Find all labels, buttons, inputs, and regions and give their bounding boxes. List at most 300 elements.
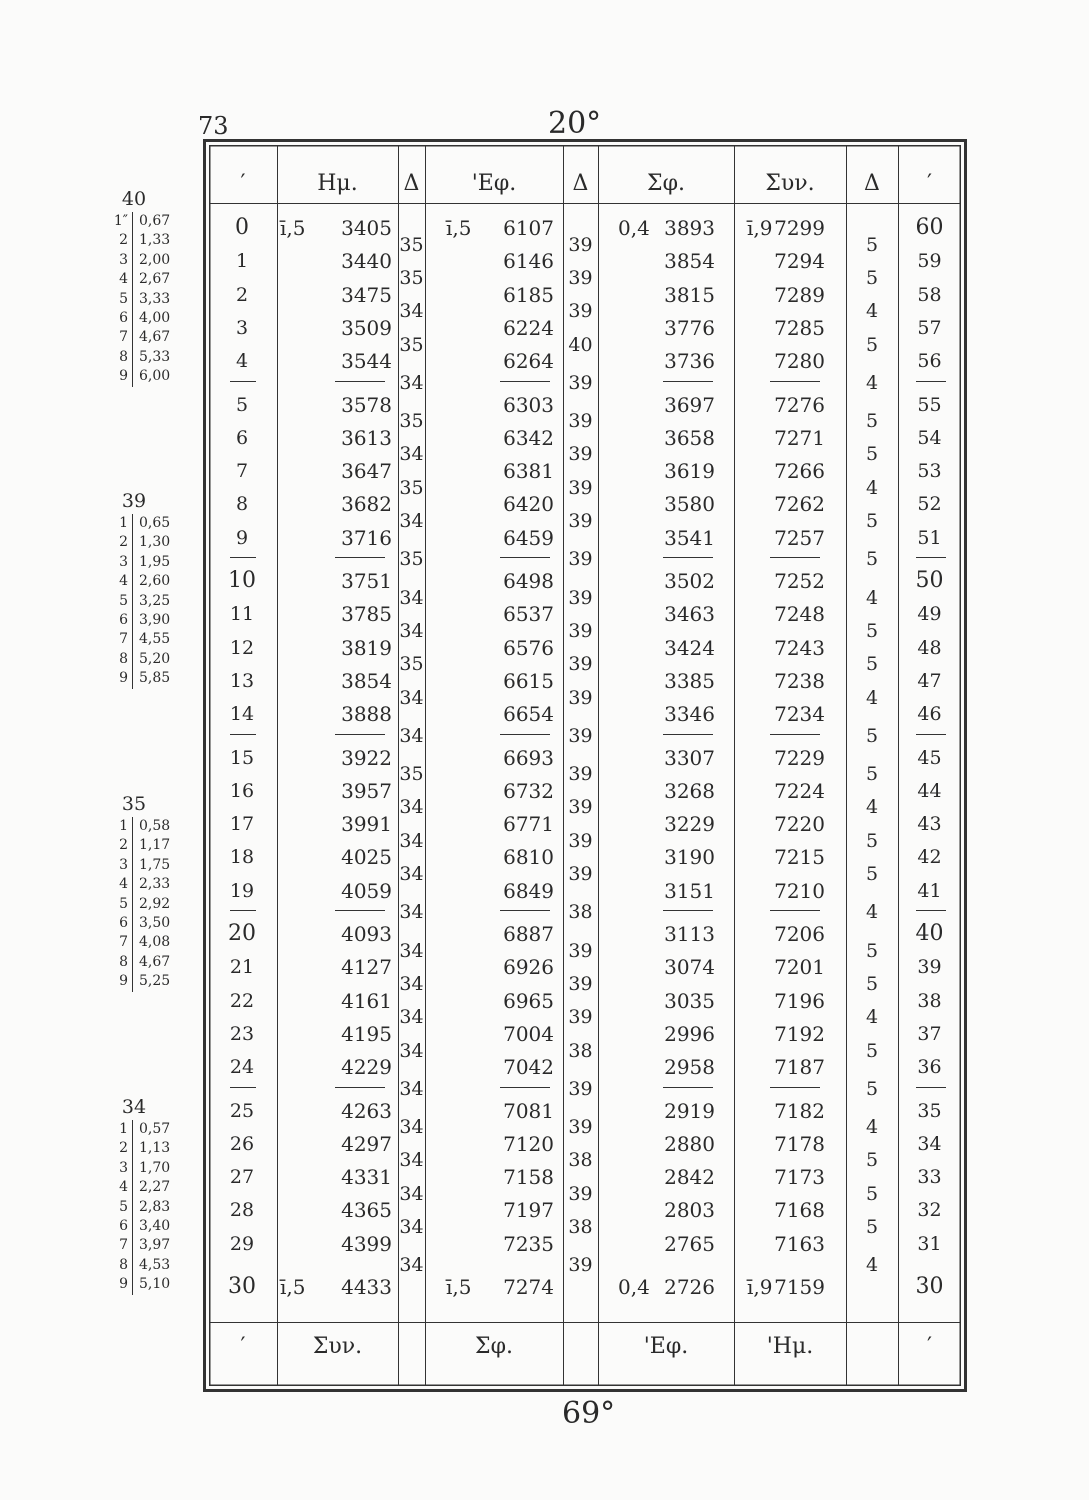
row-cot: 3385 <box>664 668 715 693</box>
row-sin: 4433 <box>341 1275 392 1299</box>
prefix-cot: 0,4 <box>618 216 650 240</box>
prop-value: 2,27 <box>132 1178 170 1197</box>
prop-seconds: 7 <box>119 631 128 648</box>
group-rule <box>230 910 256 911</box>
delta-cos: 4 <box>865 1116 879 1139</box>
footer-tan: Σφ. <box>475 1334 513 1359</box>
row-tan: 6810 <box>503 845 554 870</box>
row-cos: 7266 <box>774 459 825 484</box>
row-minute: 7 <box>235 460 249 483</box>
prop-value: 1,30 <box>132 533 170 552</box>
delta-tan: 39 <box>568 586 593 609</box>
row-right-minute: 58 <box>917 283 942 306</box>
prop-row <box>86 1139 196 1158</box>
row-sin: 3440 <box>341 249 392 274</box>
delta-tan: 39 <box>568 548 593 571</box>
row-sin: 3647 <box>341 459 392 484</box>
prop-value: 2,67 <box>132 270 170 289</box>
row-cos: 7285 <box>774 315 825 340</box>
row-cos: 7210 <box>774 878 825 903</box>
delta-sin: 34 <box>399 724 424 747</box>
row-cot: 3893 <box>664 216 715 240</box>
row-cos: 7168 <box>774 1198 825 1223</box>
delta-tan: 39 <box>568 476 593 499</box>
delta-sin: 34 <box>399 510 424 533</box>
group-rule <box>500 734 550 735</box>
row-sin: 4399 <box>341 1231 392 1256</box>
row-minute: 25 <box>229 1099 255 1122</box>
row-cos: 7229 <box>774 745 825 770</box>
row-minute: 11 <box>229 603 255 626</box>
row-sin: 3854 <box>341 668 392 693</box>
row-tan: 6185 <box>503 282 554 307</box>
header-rmin: ′ <box>927 171 932 196</box>
row-sin: 3819 <box>341 635 392 660</box>
row-tan: 6732 <box>503 778 554 803</box>
prop-row <box>86 592 196 611</box>
row-cos: 7280 <box>774 349 825 374</box>
delta-cos: 5 <box>865 829 879 852</box>
row-right-minute: 57 <box>917 316 942 339</box>
prop-row <box>86 856 196 875</box>
delta-tan: 39 <box>568 653 593 676</box>
row-minute: 26 <box>229 1132 255 1155</box>
prop-row <box>86 875 196 894</box>
row-cot: 3151 <box>664 878 715 903</box>
prop-table-header: 40 <box>121 188 147 210</box>
row-minute: 0 <box>235 215 249 240</box>
delta-sin: 34 <box>399 686 424 709</box>
group-rule <box>770 1087 820 1088</box>
row-cot: 3035 <box>664 988 715 1013</box>
row-cos: 7243 <box>774 635 825 660</box>
row-sin: 3751 <box>341 569 392 593</box>
row-right-minute: 46 <box>917 703 942 726</box>
prefix-sin: ī,5 <box>280 216 306 240</box>
header-cos: Συν. <box>765 171 815 196</box>
row-cos: 7271 <box>774 425 825 450</box>
delta-cos: 4 <box>865 371 879 394</box>
row-tan: 6926 <box>503 955 554 980</box>
row-tan: 7235 <box>503 1231 554 1256</box>
prop-value: 5,20 <box>132 650 170 669</box>
prop-seconds: 1″ <box>113 213 128 229</box>
prefix-sin: ī,5 <box>280 1275 306 1299</box>
row-minute: 14 <box>229 703 255 726</box>
prop-row <box>86 933 196 952</box>
delta-sin: 34 <box>399 796 424 819</box>
prop-seconds: 2 <box>119 232 128 249</box>
row-tan: 6615 <box>503 668 554 693</box>
prop-value: 1,75 <box>132 856 170 875</box>
delta-sin: 34 <box>399 1116 424 1139</box>
prop-value: 3,40 <box>132 1217 170 1236</box>
row-cot: 2958 <box>664 1055 715 1080</box>
row-sin: 3716 <box>341 525 392 550</box>
row-sin: 3475 <box>341 282 392 307</box>
prop-row <box>86 572 196 591</box>
prop-table-35 <box>86 793 196 992</box>
row-cos: 7252 <box>774 569 825 593</box>
row-cot: 3697 <box>664 392 715 417</box>
prop-seconds: 6 <box>119 914 128 931</box>
row-cot: 2803 <box>664 1198 715 1223</box>
delta-sin: 35 <box>399 266 424 289</box>
prop-value: 1,17 <box>132 836 170 855</box>
delta-sin: 34 <box>399 939 424 962</box>
row-cos: 7238 <box>774 668 825 693</box>
delta-tan: 38 <box>568 1216 593 1239</box>
row-tan: 6420 <box>503 492 554 517</box>
delta-tan: 38 <box>568 901 593 924</box>
delta-sin: 35 <box>399 548 424 571</box>
delta-tan: 39 <box>568 763 593 786</box>
group-rule <box>335 381 385 382</box>
row-minute: 8 <box>235 493 249 516</box>
delta-sin: 34 <box>399 1149 424 1172</box>
column-divider <box>598 146 599 1386</box>
row-cot: 2919 <box>664 1098 715 1123</box>
row-sin: 3509 <box>341 315 392 340</box>
delta-cos: 5 <box>865 443 879 466</box>
delta-tan: 39 <box>568 686 593 709</box>
prop-row <box>86 367 196 386</box>
delta-sin: 34 <box>399 300 424 323</box>
delta-sin: 34 <box>399 1006 424 1029</box>
row-cos: 7294 <box>774 249 825 274</box>
row-cos: 7159 <box>774 1275 825 1299</box>
prefix-cos: ī,9 <box>747 1275 773 1299</box>
row-sin: 4263 <box>341 1098 392 1123</box>
row-sin: 3922 <box>341 745 392 770</box>
prop-value: 5,85 <box>132 669 170 688</box>
group-rule <box>230 734 256 735</box>
delta-sin: 34 <box>399 1182 424 1205</box>
prop-row <box>86 953 196 972</box>
row-tan: 7197 <box>503 1198 554 1223</box>
prop-row <box>86 309 196 328</box>
group-rule <box>916 1087 946 1088</box>
row-tan: 6224 <box>503 315 554 340</box>
prop-row <box>86 212 196 231</box>
prop-seconds: 8 <box>119 650 128 667</box>
row-sin: 4229 <box>341 1055 392 1080</box>
group-rule <box>500 1087 550 1088</box>
delta-sin: 35 <box>399 653 424 676</box>
delta-tan: 39 <box>568 510 593 533</box>
prop-seconds: 6 <box>119 611 128 628</box>
row-tan: 6654 <box>503 702 554 727</box>
row-right-minute: 53 <box>917 460 942 483</box>
row-tan: 6342 <box>503 425 554 450</box>
delta-cos: 5 <box>865 653 879 676</box>
row-cot: 3229 <box>664 812 715 837</box>
prop-seconds: 6 <box>119 309 128 326</box>
delta-cos: 5 <box>865 1216 879 1239</box>
delta-cos: 4 <box>865 796 879 819</box>
prop-row <box>86 348 196 367</box>
row-sin: 3578 <box>341 392 392 417</box>
group-rule <box>230 381 256 382</box>
delta-tan: 39 <box>568 266 593 289</box>
row-sin: 4195 <box>341 1021 392 1046</box>
prefix-tan: ī,5 <box>446 216 472 240</box>
row-cot: 3268 <box>664 778 715 803</box>
row-cos: 7182 <box>774 1098 825 1123</box>
prop-seconds: 6 <box>119 1217 128 1234</box>
row-right-minute: 41 <box>917 879 942 902</box>
delta-sin: 34 <box>399 371 424 394</box>
row-cos: 7248 <box>774 602 825 627</box>
row-cot: 2765 <box>664 1231 715 1256</box>
footer-sin: Συν. <box>312 1334 363 1359</box>
delta-sin: 34 <box>399 863 424 886</box>
prop-row <box>86 1198 196 1217</box>
header-d2: Δ <box>572 171 589 196</box>
delta-tan: 39 <box>568 619 593 642</box>
row-minute: 9 <box>235 526 249 549</box>
delta-sin: 34 <box>399 619 424 642</box>
row-right-minute: 50 <box>915 568 944 593</box>
row-tan: 6107 <box>503 216 554 240</box>
row-sin: 3544 <box>341 349 392 374</box>
row-tan: 7120 <box>503 1131 554 1156</box>
row-cos: 7178 <box>774 1131 825 1156</box>
delta-cos: 5 <box>865 1077 879 1100</box>
delta-sin: 35 <box>399 333 424 356</box>
row-cot: 3424 <box>664 635 715 660</box>
header-rule <box>209 203 961 204</box>
delta-tan: 39 <box>568 972 593 995</box>
group-rule <box>770 557 820 558</box>
row-right-minute: 51 <box>917 526 942 549</box>
header-cot: Σφ. <box>647 171 685 196</box>
row-right-minute: 39 <box>917 956 942 979</box>
row-cot: 3776 <box>664 315 715 340</box>
delta-sin: 34 <box>399 443 424 466</box>
row-tan: 6576 <box>503 635 554 660</box>
delta-tan: 39 <box>568 863 593 886</box>
row-minute: 24 <box>229 1056 255 1079</box>
group-rule <box>230 1087 256 1088</box>
row-tan: 6887 <box>503 922 554 946</box>
delta-tan: 39 <box>568 1077 593 1100</box>
row-minute: 27 <box>229 1166 255 1189</box>
row-cot: 3541 <box>664 525 715 550</box>
row-cot: 3074 <box>664 955 715 980</box>
prop-seconds: 5 <box>119 895 128 912</box>
row-cos: 7234 <box>774 702 825 727</box>
row-right-minute: 34 <box>917 1132 942 1155</box>
prop-seconds: 4 <box>119 573 128 590</box>
prop-seconds: 2 <box>119 1140 128 1157</box>
group-rule <box>663 557 713 558</box>
delta-sin: 34 <box>399 1039 424 1062</box>
column-divider <box>734 146 735 1386</box>
footer-rmin: ′ <box>927 1334 932 1359</box>
row-cot: 3346 <box>664 702 715 727</box>
prop-row <box>86 270 196 289</box>
row-cot: 3854 <box>664 249 715 274</box>
row-right-minute: 43 <box>917 813 942 836</box>
row-tan: 6693 <box>503 745 554 770</box>
prop-seconds: 3 <box>119 251 128 268</box>
header-d3: Δ <box>864 171 880 196</box>
row-cos: 7206 <box>774 922 825 946</box>
prop-seconds: 4 <box>119 876 128 893</box>
delta-cos: 4 <box>865 586 879 609</box>
prop-table-34 <box>86 1096 196 1295</box>
delta-cos: 5 <box>865 510 879 533</box>
row-cos: 7262 <box>774 492 825 517</box>
delta-sin: 34 <box>399 829 424 852</box>
delta-tan: 39 <box>568 443 593 466</box>
delta-sin: 35 <box>399 476 424 499</box>
delta-tan: 40 <box>568 333 593 356</box>
prop-table-39 <box>86 490 196 689</box>
row-cot: 2726 <box>664 1275 715 1299</box>
row-minute: 23 <box>229 1022 255 1045</box>
prop-seconds: 5 <box>119 592 128 609</box>
delta-tan: 39 <box>568 410 593 433</box>
prop-value: 4,08 <box>132 933 170 952</box>
row-right-minute: 55 <box>917 393 942 416</box>
row-minute: 2 <box>235 283 249 306</box>
row-cot: 3190 <box>664 845 715 870</box>
prop-value: 1,70 <box>132 1159 170 1178</box>
row-right-minute: 44 <box>917 779 942 802</box>
delta-tan: 39 <box>568 796 593 819</box>
delta-cos: 4 <box>865 1006 879 1029</box>
delta-cos: 5 <box>865 1149 879 1172</box>
row-minute: 15 <box>229 746 255 769</box>
row-tan: 7004 <box>503 1021 554 1046</box>
prop-value: 3,33 <box>132 290 170 309</box>
row-cos: 7276 <box>774 392 825 417</box>
delta-tan: 38 <box>568 1039 593 1062</box>
row-cot: 3658 <box>664 425 715 450</box>
prop-seconds: 7 <box>119 329 128 346</box>
group-rule <box>770 381 820 382</box>
prop-row <box>86 1217 196 1236</box>
group-rule <box>663 734 713 735</box>
group-rule <box>663 1087 713 1088</box>
delta-cos: 5 <box>865 863 879 886</box>
prop-seconds: 5 <box>119 290 128 307</box>
prop-row <box>86 895 196 914</box>
row-right-minute: 59 <box>917 250 942 273</box>
prop-value: 5,25 <box>132 972 170 991</box>
delta-cos: 5 <box>865 410 879 433</box>
prop-value: 3,50 <box>132 914 170 933</box>
delta-cos: 4 <box>865 901 879 924</box>
prop-value: 3,25 <box>132 592 170 611</box>
prop-table-header: 34 <box>121 1096 147 1118</box>
row-minute: 30 <box>228 1274 256 1299</box>
row-minute: 17 <box>229 813 255 836</box>
row-right-minute: 38 <box>917 989 942 1012</box>
row-right-minute: 40 <box>915 921 944 946</box>
group-rule <box>916 381 946 382</box>
row-tan: 6146 <box>503 249 554 274</box>
prop-row <box>86 1256 196 1275</box>
column-divider <box>277 146 278 1386</box>
prop-value: 1,13 <box>132 1139 170 1158</box>
row-tan: 6965 <box>503 988 554 1013</box>
prop-table-header: 39 <box>121 490 147 512</box>
group-rule <box>770 734 820 735</box>
prop-seconds: 1 <box>119 818 128 834</box>
row-minute: 12 <box>229 636 255 659</box>
delta-tan: 39 <box>568 233 593 256</box>
delta-cos: 5 <box>865 763 879 786</box>
row-sin: 4093 <box>341 922 392 946</box>
prop-seconds: 9 <box>119 973 128 990</box>
row-tan: 6381 <box>503 459 554 484</box>
delta-cos: 5 <box>865 972 879 995</box>
prop-row <box>86 231 196 250</box>
row-cot: 3463 <box>664 602 715 627</box>
delta-cos: 5 <box>865 1182 879 1205</box>
prop-row <box>86 650 196 669</box>
delta-sin: 34 <box>399 1216 424 1239</box>
prop-value: 0,58 <box>132 817 170 836</box>
row-cot: 2880 <box>664 1131 715 1156</box>
row-right-minute: 52 <box>917 493 942 516</box>
prop-seconds: 7 <box>119 1237 128 1254</box>
row-sin: 4297 <box>341 1131 392 1156</box>
row-cot: 3113 <box>664 922 715 946</box>
row-tan: 7042 <box>503 1055 554 1080</box>
degree-top: 20° <box>548 106 602 141</box>
delta-cos: 4 <box>865 300 879 323</box>
delta-cos: 5 <box>865 266 879 289</box>
row-cot: 3815 <box>664 282 715 307</box>
row-right-minute: 60 <box>915 215 944 240</box>
delta-sin: 35 <box>399 233 424 256</box>
row-right-minute: 32 <box>917 1199 942 1222</box>
prop-seconds: 8 <box>119 953 128 970</box>
prop-row <box>86 1275 196 1294</box>
delta-tan: 38 <box>568 1149 593 1172</box>
row-sin: 4365 <box>341 1198 392 1223</box>
delta-tan: 39 <box>568 300 593 323</box>
prop-value: 5,10 <box>132 1275 170 1294</box>
group-rule <box>663 910 713 911</box>
row-right-minute: 37 <box>917 1022 942 1045</box>
row-tan: 7081 <box>503 1098 554 1123</box>
delta-sin: 35 <box>399 410 424 433</box>
group-rule <box>500 557 550 558</box>
delta-cos: 5 <box>865 724 879 747</box>
header-d1: Δ <box>403 171 420 196</box>
prop-row <box>86 1236 196 1255</box>
row-tan: 6771 <box>503 812 554 837</box>
row-sin: 3991 <box>341 812 392 837</box>
row-minute: 20 <box>228 921 256 946</box>
row-tan: 7158 <box>503 1165 554 1190</box>
row-cot: 3736 <box>664 349 715 374</box>
prop-value: 0,67 <box>132 212 170 231</box>
row-cos: 7257 <box>774 525 825 550</box>
delta-tan: 39 <box>568 1116 593 1139</box>
prop-seconds: 1 <box>119 1121 128 1137</box>
prop-table-header: 35 <box>121 793 147 815</box>
row-sin: 3957 <box>341 778 392 803</box>
prop-value: 0,65 <box>132 514 170 533</box>
prefix-cos: ī,9 <box>747 216 773 240</box>
prefix-cot: 0,4 <box>618 1275 650 1299</box>
